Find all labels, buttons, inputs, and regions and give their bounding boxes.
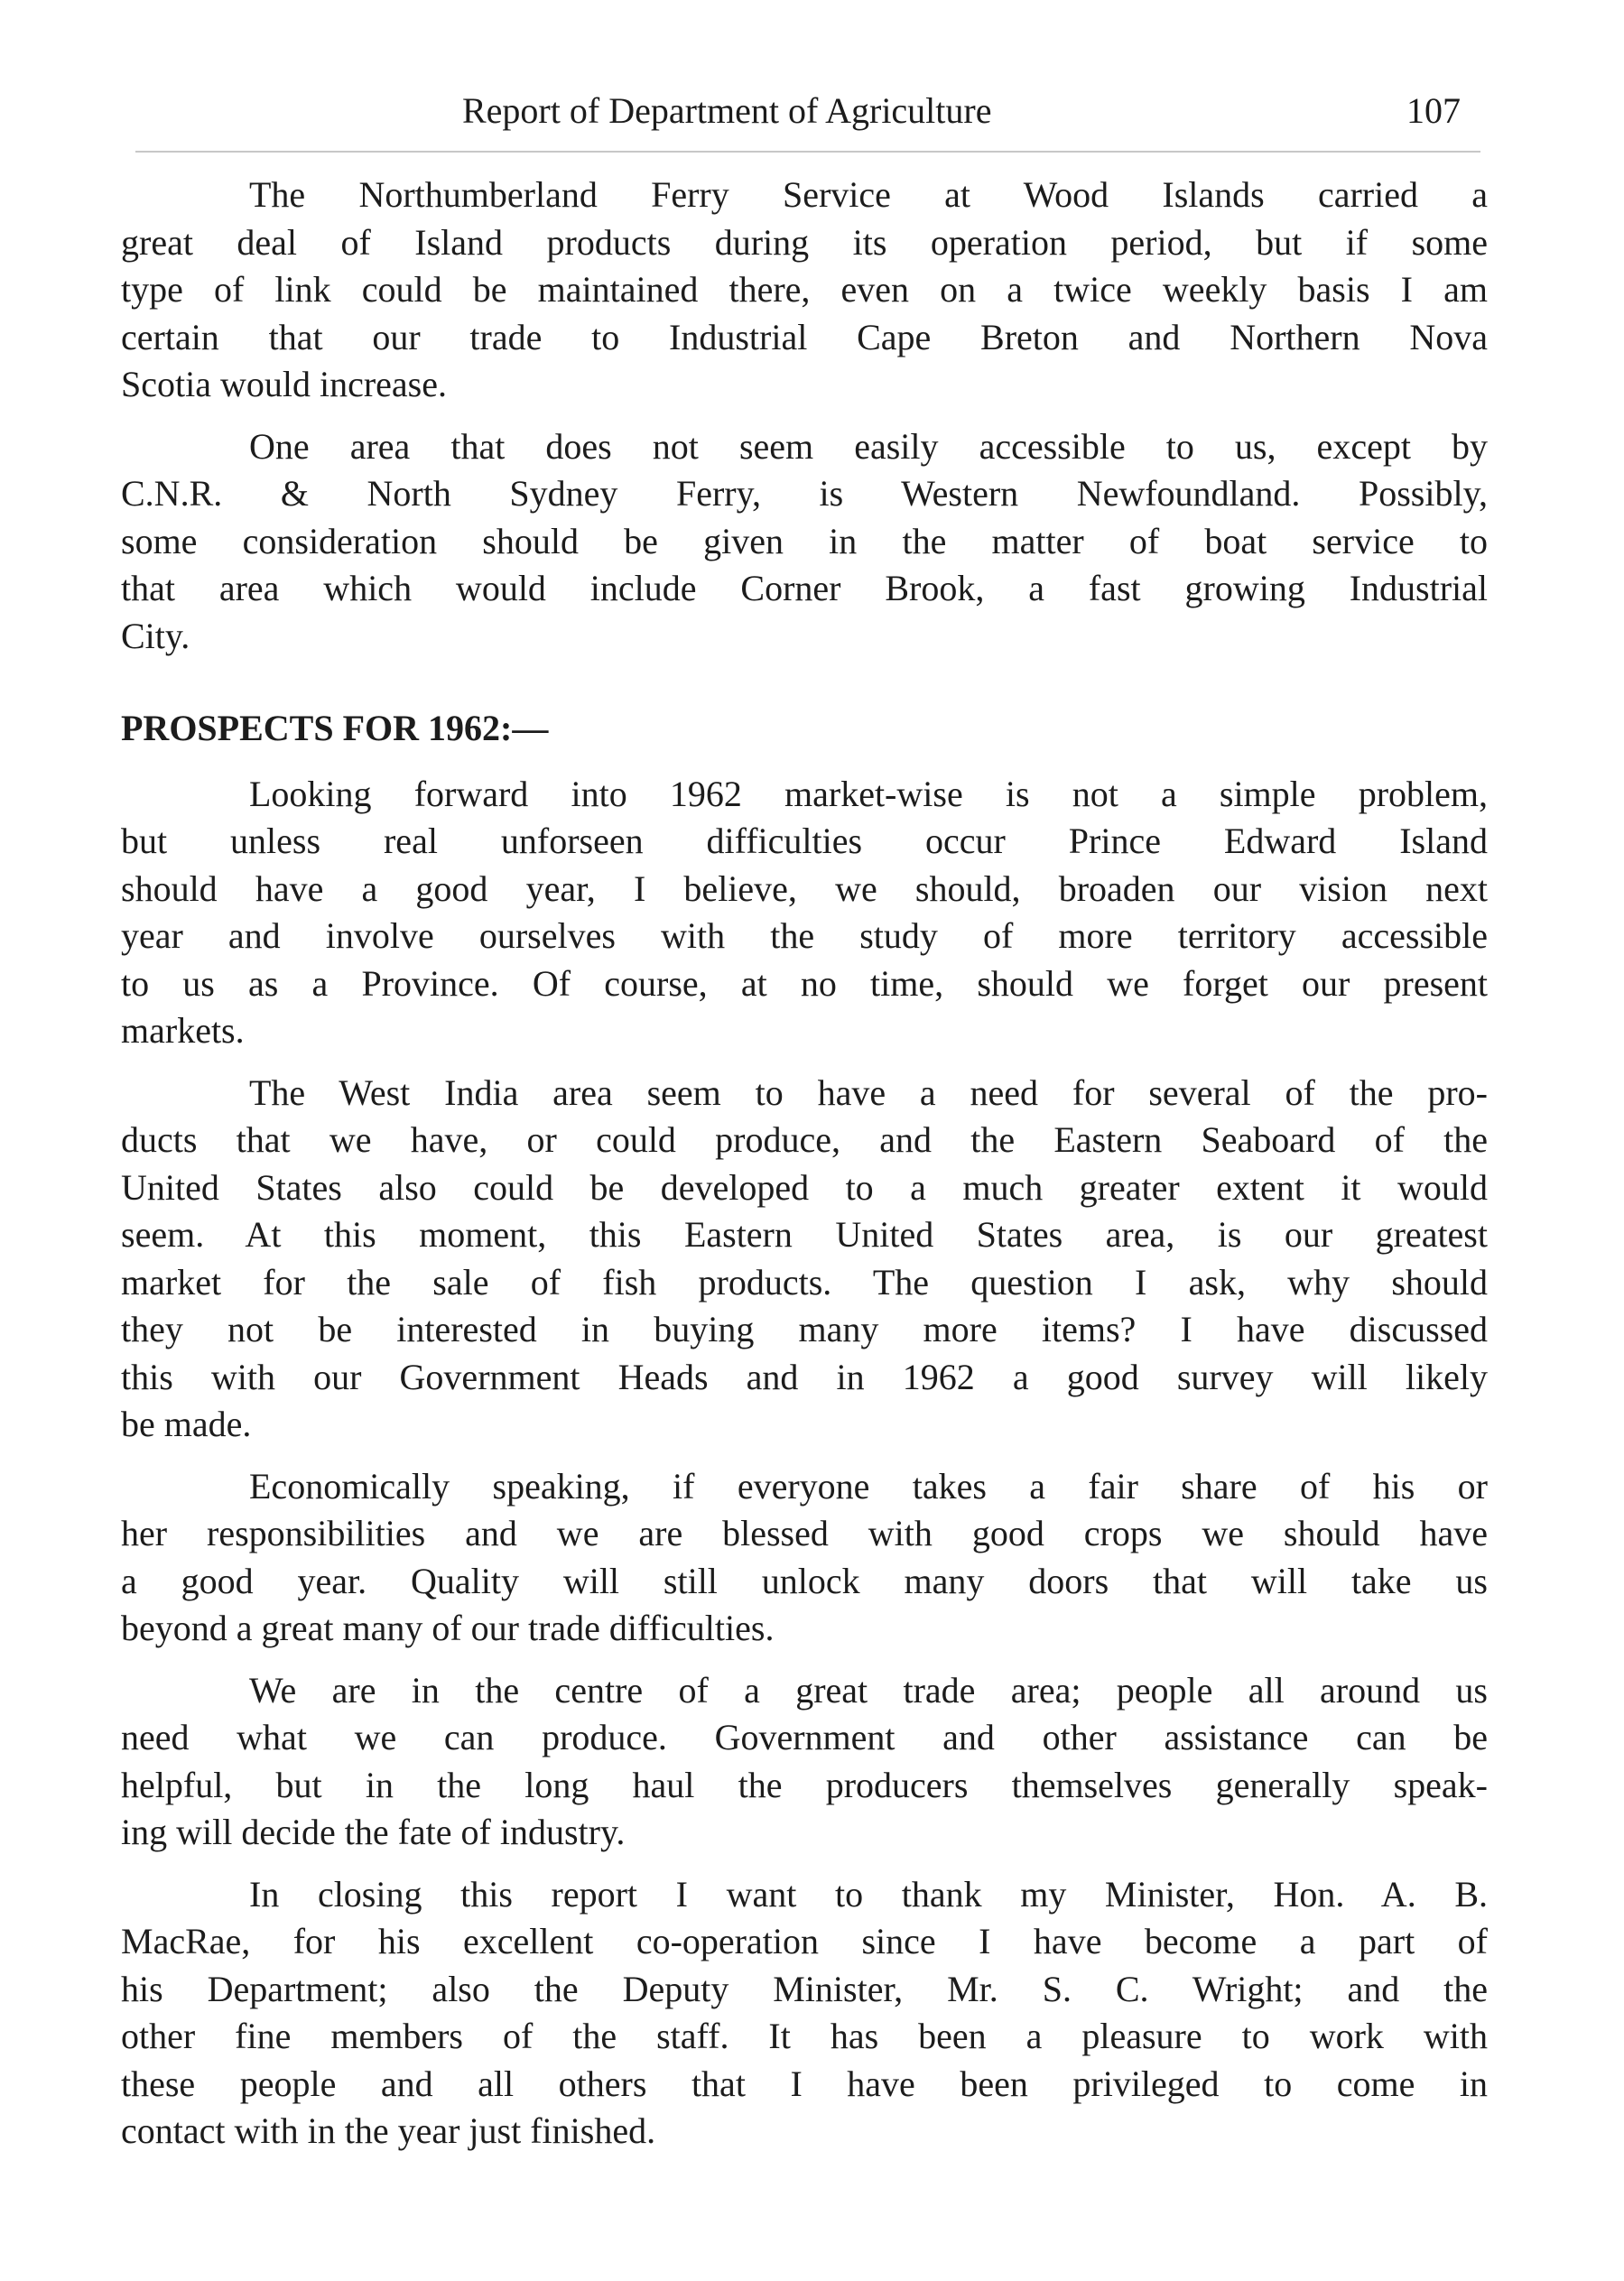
text-line: Economically speaking, if everyone takes a fair share of his or [249, 1465, 1488, 1507]
text-line: need what we can produce. Government and other assistance can be [121, 1717, 1488, 1757]
text-line: The West India area seem to have a need for several of the pro- [249, 1071, 1488, 1113]
text-line: but unless real unforseen difficulties occur Prince Edward Island [121, 821, 1488, 861]
text-line: markets. [121, 1010, 245, 1051]
paragraph [121, 1463, 1488, 1653]
text-line: certain that our trade to Industrial Cape Breton and Northern Nova [121, 316, 1488, 357]
text-line: Looking forward into 1962 market-wise is not a simple problem, [249, 773, 1488, 814]
text-line: City. [121, 615, 190, 656]
paragraph [121, 771, 1488, 1055]
text-line: beyond a great many of our trade difficulties. [121, 1608, 775, 1648]
text-line: seem. At this moment, this Eastern United States area, is our greatest [121, 1214, 1488, 1255]
text-line: great deal of Island products during its operation period, but if some [121, 221, 1488, 263]
text-line: In closing this report I want to thank my Minister, Hon. A. B. [249, 1873, 1488, 1915]
paragraphs-before-heading [121, 172, 1488, 660]
text-line: a good year. Quality will still unlock many doors that will take us [121, 1560, 1488, 1601]
text-line: market for the sale of fish products. The question I ask, why should [121, 1261, 1488, 1303]
text-line: Scotia would increase. [121, 364, 447, 404]
page-number: 107 [1406, 90, 1461, 131]
text-line: helpful, but in the long haul the producers themselves generally speak- [121, 1764, 1488, 1805]
text-line: to us as a Province. Of course, at no time, should we forget our present [121, 962, 1488, 1004]
text-line: C.N.R. & North Sydney Ferry, is Western Newfoundland. Possibly, [121, 473, 1488, 514]
text-line: year and involve ourselves with the study of more territory accessible [121, 915, 1488, 956]
text-line: her responsibilities and we are blessed with good crops we should have [121, 1513, 1488, 1553]
text-line: The Northumberland Ferry Service at Wood Islands carried a [249, 174, 1488, 215]
text-line: be made. [121, 1404, 252, 1444]
text-line: ducts that we have, or could produce, and the Eastern Seaboard of the [121, 1119, 1488, 1160]
paragraphs-after-heading [121, 771, 1488, 2156]
text-line: We are in the centre of a great trade area; people all around us [249, 1669, 1488, 1711]
paragraph [121, 172, 1488, 409]
text-line: contact with in the year just finished. [121, 2110, 656, 2151]
paragraph [121, 423, 1488, 661]
paragraph [121, 1070, 1488, 1449]
text-line: ing will decide the fate of industry. [121, 1812, 626, 1852]
paragraph [121, 1667, 1488, 1857]
text-line: type of link could be maintained there, even on a twice weekly basis I am [121, 269, 1488, 310]
text-line: this with our Government Heads and in 1962 a good survey will likely [121, 1356, 1488, 1397]
text-line: that area which would include Corner Brook, a fast growing Industrial [121, 568, 1488, 608]
text-line: these people and all others that I have been privileged to come in [121, 2063, 1488, 2104]
header-rule [135, 151, 1480, 153]
text-line: should have a good year, I believe, we should, broaden our vision next [121, 867, 1488, 909]
text-line: his Department; also the Deputy Minister, Mr. S. C. Wright; and the [121, 1968, 1488, 2009]
text-line: other fine members of the staff. It has been a pleasure to work with [121, 2016, 1488, 2056]
running-title: Report of Department of Agriculture [462, 90, 992, 131]
text-line: they not be interested in buying many more items? I have discussed [121, 1309, 1488, 1349]
text-line: United States also could be developed to a much greater extent it would [121, 1166, 1488, 1208]
text-line: some consideration should be given in the matter of boat service to [121, 520, 1488, 561]
paragraph [121, 1871, 1488, 2156]
text-line: One area that does not seem easily accessible to us, except by [249, 425, 1488, 467]
body-text [121, 172, 1488, 2170]
text-line: MacRae, for his excellent co-operation since I have become a part of [121, 1921, 1488, 1961]
section-heading: PROSPECTS FOR 1962:— [121, 708, 549, 748]
